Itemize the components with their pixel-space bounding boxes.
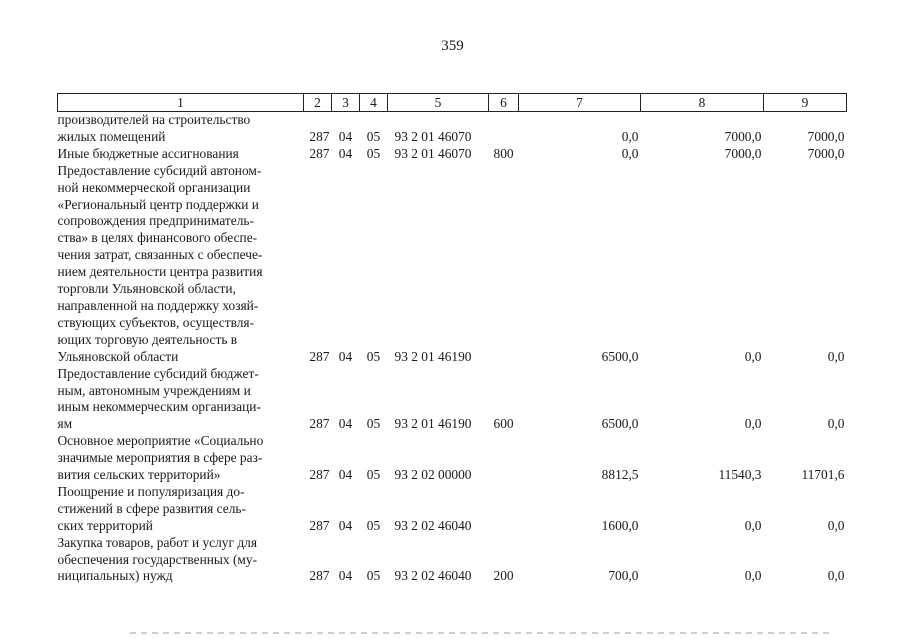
- cell-target-article: 93 2 01 46070: [394, 128, 472, 144]
- cell-subsection: 05: [366, 467, 381, 483]
- cell-amount-year-2: 11540,3: [718, 467, 762, 483]
- item-name-line: обеспечения государственных (му-: [57, 551, 258, 567]
- item-name-line: ющих торговую деятельность в: [57, 331, 238, 347]
- cell-amount-year-1: 6500,0: [601, 416, 639, 432]
- cell-amount-year-1: 6500,0: [601, 348, 639, 364]
- item-name-line: ства» в целях финансового обеспе-: [57, 230, 258, 246]
- cell-amount-year-2: 0,0: [744, 348, 762, 364]
- cell-grbs: 287: [309, 128, 330, 144]
- item-name-line: Закупка товаров, работ и услуг для: [57, 534, 257, 550]
- cell-expense-type: [489, 112, 519, 146]
- item-name-line: стижений в сфере развития сель-: [57, 500, 246, 516]
- cell-amount-year-1: 1600,0: [601, 517, 639, 533]
- cell-section: 04: [338, 517, 353, 533]
- cell-grbs: 287: [309, 416, 330, 432]
- cell-target-article: 93 2 01 46190: [394, 416, 472, 432]
- table-row: [58, 484, 847, 535]
- cell-amount-year-2: 0,0: [744, 568, 762, 584]
- item-name-line: Ульяновской области: [57, 348, 179, 364]
- cell-grbs: 287: [309, 145, 330, 161]
- cell-expense-type: 600: [493, 416, 514, 432]
- cell-expense-type: 800: [493, 145, 514, 161]
- item-name-line: Предоставление субсидий автоном-: [57, 162, 262, 178]
- cell-section: 04: [338, 128, 353, 144]
- cell-grbs: 287: [309, 568, 330, 584]
- cell-amount-year-3: 7000,0: [807, 128, 845, 144]
- budget-table: [57, 93, 847, 585]
- cell-amount-year-3: 0,0: [827, 416, 845, 432]
- cell-item-name: [58, 484, 304, 535]
- cell-section: 04: [338, 145, 353, 161]
- cell-amount-year-3: 11701,6: [801, 467, 845, 483]
- cell-amount-year-1: 0,0: [621, 128, 639, 144]
- item-name-line: ям: [57, 416, 73, 432]
- cell-expense-type: [489, 484, 519, 535]
- cell-amount-year-3: 0,0: [827, 568, 845, 584]
- cell-grbs: 287: [309, 517, 330, 533]
- item-name-line: Основное мероприятие «Социально: [57, 433, 264, 449]
- header-col-4: 4: [360, 94, 388, 112]
- header-col-6: 6: [489, 94, 519, 112]
- item-name-line: значимые мероприятия в сфере раз-: [57, 450, 263, 466]
- cell-item-name: [58, 163, 304, 366]
- header-col-5: 5: [388, 94, 489, 112]
- cell-amount-year-3: 0,0: [827, 348, 845, 364]
- item-name-line: Предоставление субсидий бюджет-: [57, 365, 259, 381]
- item-name-line: Поощрение и популяризация до-: [57, 483, 245, 499]
- table-row: [58, 146, 847, 163]
- item-name-line: ских территорий: [57, 517, 153, 533]
- item-name-line: торговли Ульяновской области,: [57, 281, 236, 297]
- table-row: [58, 535, 847, 586]
- cell-amount-year-1: 8812,5: [601, 467, 639, 483]
- cell-section: 04: [338, 416, 353, 432]
- page-number: 359: [441, 38, 464, 54]
- item-name-line: Иные бюджетные ассигнования: [57, 145, 239, 161]
- cell-amount-year-2: 7000,0: [724, 128, 762, 144]
- item-name-line: «Региональный центр поддержки и: [57, 196, 259, 212]
- item-name-line: направленной на поддержку хозяй-: [57, 297, 259, 313]
- cell-expense-type: 200: [493, 568, 514, 584]
- item-name-line: ным, автономным учреждениям и: [57, 382, 251, 398]
- cell-section: 04: [338, 467, 353, 483]
- cell-item-name: [58, 535, 304, 586]
- cell-section: 04: [338, 568, 353, 584]
- cell-expense-type: [489, 433, 519, 484]
- cell-subsection: 05: [366, 348, 381, 364]
- cell-amount-year-3: 7000,0: [807, 145, 845, 161]
- cell-target-article: 93 2 02 00000: [394, 467, 472, 483]
- cell-amount-year-3: 0,0: [827, 517, 845, 533]
- item-name-line: сопровождения предприниматель-: [57, 213, 254, 229]
- item-name-line: вития сельских территорий»: [57, 467, 221, 483]
- item-name-line: иным некоммерческим организаци-: [57, 399, 261, 415]
- cell-target-article: 93 2 02 46040: [394, 517, 472, 533]
- table-row: [58, 366, 847, 434]
- cell-amount-year-1: 700,0: [608, 568, 639, 584]
- item-name-line: ниципальных) нужд: [57, 568, 173, 584]
- cell-item-name: [58, 112, 304, 146]
- cell-subsection: 05: [366, 517, 381, 533]
- cell-item-name: [58, 146, 304, 163]
- item-name-line: нием деятельности центра развития: [57, 264, 263, 280]
- cell-grbs: 287: [309, 467, 330, 483]
- cell-item-name: [58, 366, 304, 434]
- cell-subsection: 05: [366, 128, 381, 144]
- cell-target-article: 93 2 01 46070: [394, 145, 472, 161]
- table-row: [58, 433, 847, 484]
- table-row: [58, 112, 847, 146]
- cell-subsection: 05: [366, 568, 381, 584]
- cell-amount-year-2: 0,0: [744, 517, 762, 533]
- item-name-line: жилых помещений: [57, 128, 166, 144]
- header-col-2: 2: [304, 94, 332, 112]
- cell-subsection: 05: [366, 416, 381, 432]
- item-name-line: ной некоммерческой организации: [57, 179, 251, 195]
- cell-item-name: [58, 433, 304, 484]
- item-name-line: ствующих субъектов, осуществля-: [57, 314, 255, 330]
- cell-target-article: 93 2 02 46040: [394, 568, 472, 584]
- item-name-line: чения затрат, связанных с обеспече-: [57, 247, 263, 263]
- header-col-9: 9: [764, 94, 847, 112]
- header-col-8: 8: [641, 94, 764, 112]
- cell-target-article: 93 2 01 46190: [394, 348, 472, 364]
- item-name-line: производителей на строительство: [57, 112, 251, 127]
- cell-grbs: 287: [309, 348, 330, 364]
- cell-section: 04: [338, 348, 353, 364]
- cell-amount-year-2: 7000,0: [724, 145, 762, 161]
- cell-amount-year-2: 0,0: [744, 416, 762, 432]
- header-col-3: 3: [332, 94, 360, 112]
- cell-expense-type: [489, 163, 519, 366]
- scan-artifact: [130, 632, 830, 634]
- cell-subsection: 05: [366, 145, 381, 161]
- cell-amount-year-1: 0,0: [621, 145, 639, 161]
- header-col-7: 7: [519, 94, 641, 112]
- table-row: [58, 163, 847, 366]
- table-header-row: [58, 94, 847, 112]
- header-col-1: 1: [58, 94, 304, 112]
- table-body: [58, 112, 847, 586]
